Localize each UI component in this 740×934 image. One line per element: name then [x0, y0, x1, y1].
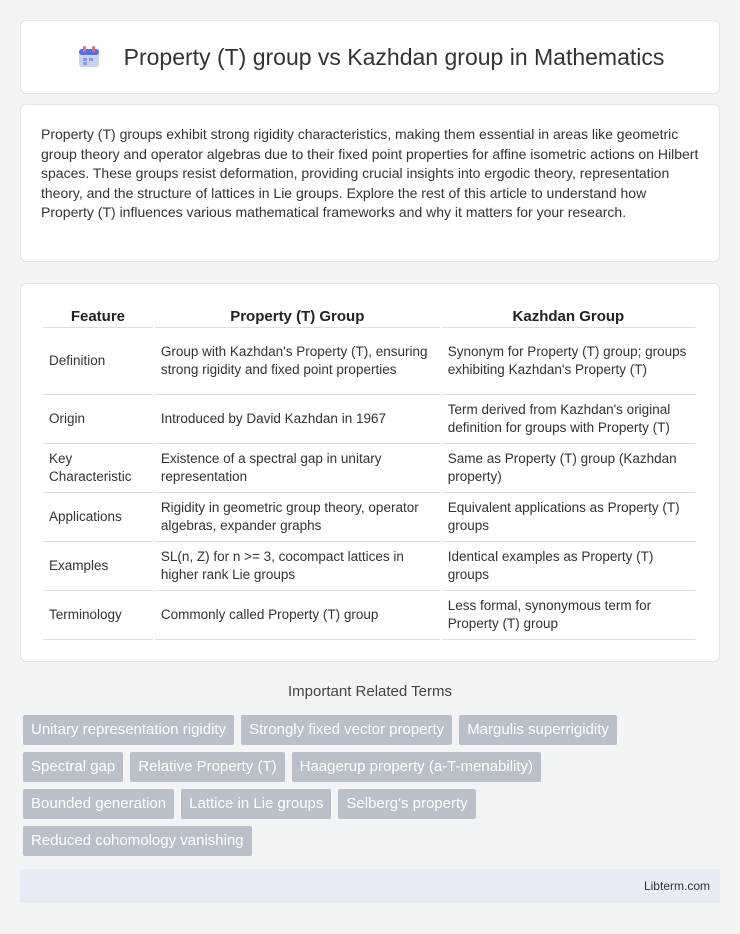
table-cell: Rigidity in geometric group theory, operator algebras, expander graphs [155, 493, 440, 542]
table-row [43, 444, 695, 493]
table-row [43, 591, 695, 640]
term-tag[interactable]: Reduced cohomology vanishing [23, 826, 252, 856]
related-terms-title: Important Related Terms [288, 683, 452, 700]
term-tag[interactable]: Margulis superrigidity [459, 715, 617, 745]
term-tag[interactable]: Strongly fixed vector property [241, 715, 452, 745]
comparison-table-card [20, 283, 720, 662]
related-terms-section [20, 683, 720, 856]
table-cell: Examples [43, 542, 153, 591]
intro-card [20, 104, 720, 262]
table-row [43, 542, 695, 591]
table-cell: Synonym for Property (T) group; groups exhibiting Kazhdan's Property (T) [442, 328, 695, 395]
term-tag[interactable]: Relative Property (T) [130, 752, 284, 782]
column-header-feature: Feature [43, 304, 153, 328]
table-cell: Applications [43, 493, 153, 542]
table-cell: Introduced by David Kazhdan in 1967 [155, 395, 440, 444]
table-cell: Identical examples as Property (T) groups [442, 542, 695, 591]
table-cell: Key Characteristic [43, 444, 153, 493]
table-row [43, 395, 695, 444]
table-cell: Group with Kazhdan's Property (T), ensuring strong rigidity and fixed point properties [155, 328, 440, 395]
column-header-kazhdan: Kazhdan Group [442, 304, 695, 328]
term-tag[interactable]: Spectral gap [23, 752, 123, 782]
table-cell: SL(n, Z) for n >= 3, cocompact lattices in higher rank Lie groups [155, 542, 440, 591]
comparison-table [41, 304, 697, 640]
header-card [20, 20, 720, 94]
term-tag[interactable]: Selberg's property [338, 789, 475, 819]
related-terms-list [20, 715, 670, 856]
table-cell: Term derived from Kazhdan's original definition for groups with Property (T) [442, 395, 695, 444]
table-cell: Existence of a spectral gap in unitary representation [155, 444, 440, 493]
intro-paragraph: Property (T) groups exhibit strong rigidity characteristics, making them essential in areas like geometric group theory and operator algebras due to their fixed point properties for affine isometric actions on Hilbert spaces. These groups resist deformation, providing crucial insights into ergodic theory, representation theory, and the structure of lattices in Lie groups. Explore the rest of this article to understand how Property (T) influences various mathematical frameworks and why it matters for your research. [41, 126, 699, 220]
term-tag[interactable]: Lattice in Lie groups [181, 789, 331, 819]
calendar-icon [76, 44, 102, 70]
column-header-property-t: Property (T) Group [155, 304, 440, 328]
table-cell: Definition [43, 328, 153, 395]
table-row [43, 493, 695, 542]
term-tag[interactable]: Bounded generation [23, 789, 174, 819]
table-cell: Less formal, synonymous term for Property (T) group [442, 591, 695, 640]
term-tag[interactable]: Unitary representation rigidity [23, 715, 234, 745]
table-cell: Commonly called Property (T) group [155, 591, 440, 640]
page-title: Property (T) group vs Kazhdan group in Mathematics [123, 43, 665, 70]
table-cell: Terminology [43, 591, 153, 640]
table-cell: Origin [43, 395, 153, 444]
footer-site-link[interactable]: Libterm.com [643, 879, 710, 893]
table-cell: Same as Property (T) group (Kazhdan property) [442, 444, 695, 493]
table-cell: Equivalent applications as Property (T) groups [442, 493, 695, 542]
footer [20, 869, 720, 903]
term-tag[interactable]: Haagerup property (a-T-menability) [292, 752, 541, 782]
table-row [43, 328, 695, 395]
table-header-row [43, 304, 695, 328]
